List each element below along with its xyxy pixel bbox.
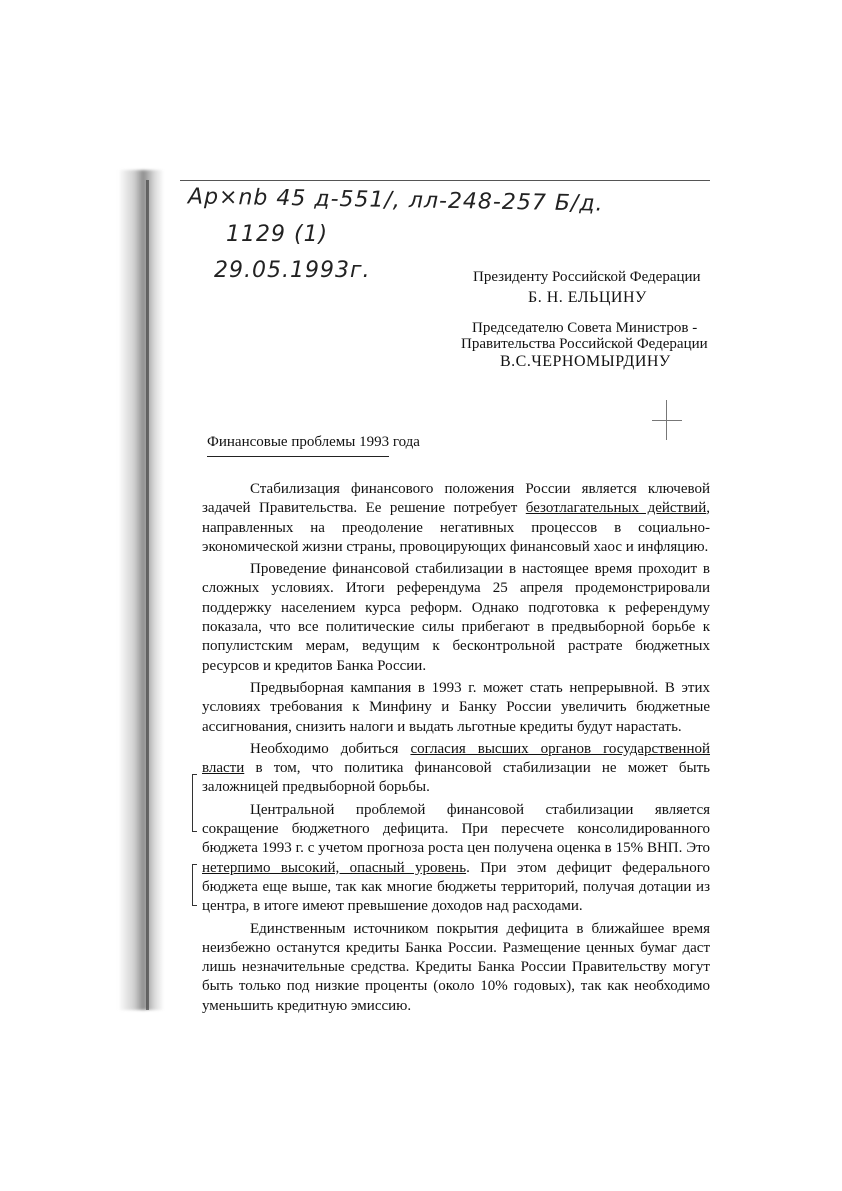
paragraph-text: в том, что политика финансовой стабилизации не может быть заложницей предвыборной борьбы. [202,760,710,796]
addressee-1-title: Президенту Российской Федерации [473,269,701,285]
paragraph-text: Центральной проблемой финансовой стабилизации является сокращение бюджетного дефицита. При пересчете консолидированного бюджета 1993 г. с учетом прогноза роста цен получена оценка в 15% ВНП. Это [202,801,710,857]
addressee-2-title-line1: Председателю Совета Министров - [472,320,698,336]
header-rule [180,180,710,181]
scan-shadow [118,170,164,1010]
underlined-phrase: согласия высших органов государственной власти [202,740,710,777]
paragraph-text: . При этом дефицит федерального бюджета еще выше, так как многие бюджеты территорий, получая дотации из центра, в итоге имеют превышение доходов над расходами. [202,859,710,915]
paragraph-text: Предвыборная кампания в 1993 г. может стать непрерывной. В этих условиях требования к Минфину и Банку России увеличить бюджетные ассигнования, снизить налоги и выдать льготные кредиты будут нарастать. [202,679,710,735]
document-title: Финансовые проблемы 1993 года [207,434,420,450]
paragraph-3 [202,679,710,737]
paragraph-1 [202,480,710,557]
paragraph-5 [202,801,710,917]
underlined-phrase: безотлагательных действий [525,500,707,517]
underlined-phrase: нетерпимо высокий, опасный уровень [202,859,467,876]
addressee-1-name: Б. Н. ЕЛЬЦИНУ [528,289,647,306]
handwritten-archive-reference: Ар×nb 45 д-551/, лл-248-257 Б/д. [187,184,604,217]
scan-edge-line [146,180,149,1010]
paragraph-text: , направленных на преодоление негативных процессов в социально-экономической жизни страны, провоцирующих финансовый хаос и инфляцию. [202,500,710,555]
paragraph-text: Единственным источником покрытия дефицита в ближайшее время неизбежно останутся кредиты Банка России. Размещение ценных бумаг даст лишь незначительные средства. Кредиты Банка России Правительству могут быть только под низкие проценты (около 10% годовых), так как необходимо уменьшить кредитную эмиссию. [202,920,710,1014]
pencil-cross-mark [652,400,682,440]
title-underline [207,456,389,457]
addressee-2-title-line2: Правительства Российской Федерации [461,336,708,352]
margin-bracket-mark [192,864,197,906]
paragraph-text: Необходимо добиться [250,740,411,757]
document-body [202,480,710,1019]
paragraph-4 [202,740,710,798]
paragraph-text: Проведение финансовой стабилизации в настоящее время проходит в сложных условиях. Итоги референдума 25 апреля продемонстрировали поддержку населением курса реформ. Однако подготовка к референдуму показала, что все политические силы прибегают в предвыборной борьбе к популистским мерам, ведущим к бесконтрольной растрате бюджетных ресурсов и кредитов Банка России. [202,561,710,674]
handwritten-date: 29.05.1993г. [214,258,371,283]
paragraph-text: Стабилизация финансового положения России является ключевой задачей Правительства. Ее решение потребует [202,481,710,517]
addressee-2-name: В.С.ЧЕРНОМЫРДИНУ [500,353,671,370]
paragraph-2 [202,560,710,676]
handwritten-registration-number: 1129 (1) [226,222,329,247]
margin-bracket-mark [192,774,197,832]
paragraph-6 [202,920,710,1016]
